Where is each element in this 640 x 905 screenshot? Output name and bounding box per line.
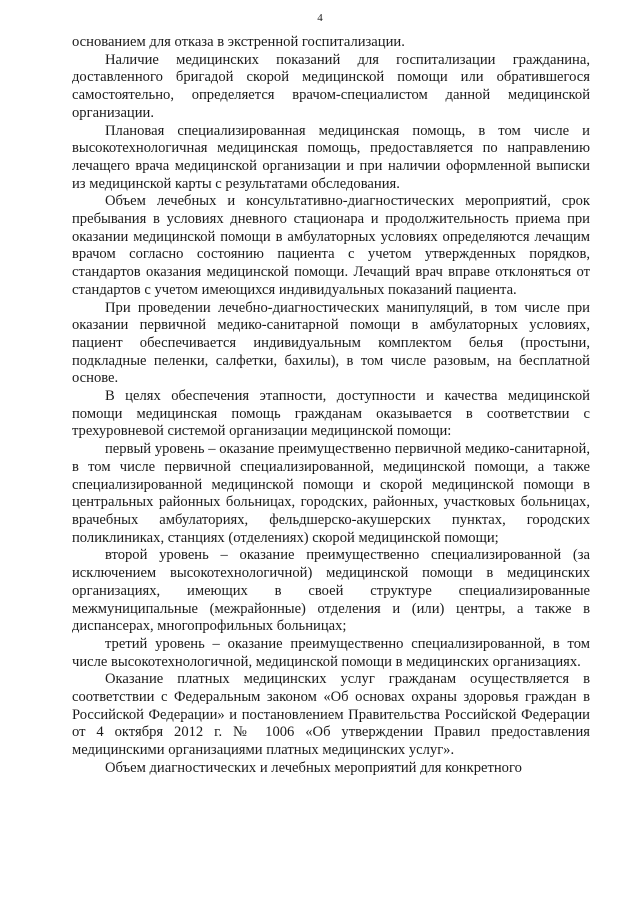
paragraph-11: Объем диагностических и лечебных мероприятий для конкретного: [105, 759, 522, 776]
paragraph-10: Оказание платных медицинских услуг гражданам осуществляется в соответствии с Федеральным законом «Об основах охраны здоровья граждан в Российской Федерации» и постановлением Правительства Российской Федерации от 4 октября 2012 г. № 1006 «Об утверждении Правил предоставления медицинскими организациями платных медицинских услуг».: [72, 671, 590, 759]
paragraph-6: В целях обеспечения этапности, доступности и качества медицинской помощи медицинская помощь гражданам оказывается в соответствии с трехуровневой системой организации медицинской помощи:: [72, 388, 590, 440]
paragraph-9: третий уровень – оказание преимущественно специализированной, в том числе высокотехнологичной, медицинской помощи в медицинских организациях.: [72, 635, 590, 670]
document-body: [72, 34, 590, 778]
paragraph-3: Плановая специализированная медицинская помощь, в том числе и высокотехнологичная медицинская помощь, предоставляется по направлению лечащего врача медицинской организации и при наличии оформленной выписки из медицинской карты с результатами обследования.: [72, 122, 590, 192]
paragraph-7: первый уровень – оказание преимущественно первичной медико-санитарной, в том числе первичной специализированной, медицинской помощи, а также специализированной медицинской помощи и скорой медицинской помощи в центральных районных больницах, городских, районных, участковых больницах, врачебных амбулаториях, фельдшерско-акушерских пунктах, городских поликлиниках, станциях (отделениях) скорой медицинской помощи;: [72, 441, 590, 546]
paragraph-8: второй уровень – оказание преимущественно специализированной (за исключением высокотехнологичной) медицинской помощи в медицинских организациях, имеющих в своей структуре специализированные межмуниципальные (межрайонные) отделения и (или) центры, а также в диспансерах, многопрофильных больницах;: [72, 547, 590, 635]
paragraph-4: Объем лечебных и консультативно-диагностических мероприятий, срок пребывания в условиях дневного стационара и продолжительность приема при оказании медицинской помощи в амбулаторных условиях определяются лечащим врачом согласно состоянию пациента с учетом утвержденных порядков, стандартов оказания медицинской помощи. Лечащий врач вправе отклоняться от стандартов с учетом имеющихся индивидуальных показаний пациента.: [72, 193, 590, 298]
page-number: 4: [317, 12, 323, 24]
paragraph-1: основанием для отказа в экстренной госпитализации.: [72, 34, 405, 50]
paragraph-2: Наличие медицинских показаний для госпитализации гражданина, доставленного бригадой скорой медицинской помощи или обратившегося самостоятельно, определяется врачом-специалистом данной медицинской организации.: [72, 51, 590, 121]
paragraph-5: При проведении лечебно-диагностических манипуляций, в том числе при оказании первичной медико-санитарной помощи в амбулаторных условиях, пациент обеспечивается индивидуальным комплектом белья (простыни, подкладные пеленки, салфетки, бахилы), в том числе разовым, на бесплатной основе.: [72, 299, 590, 387]
